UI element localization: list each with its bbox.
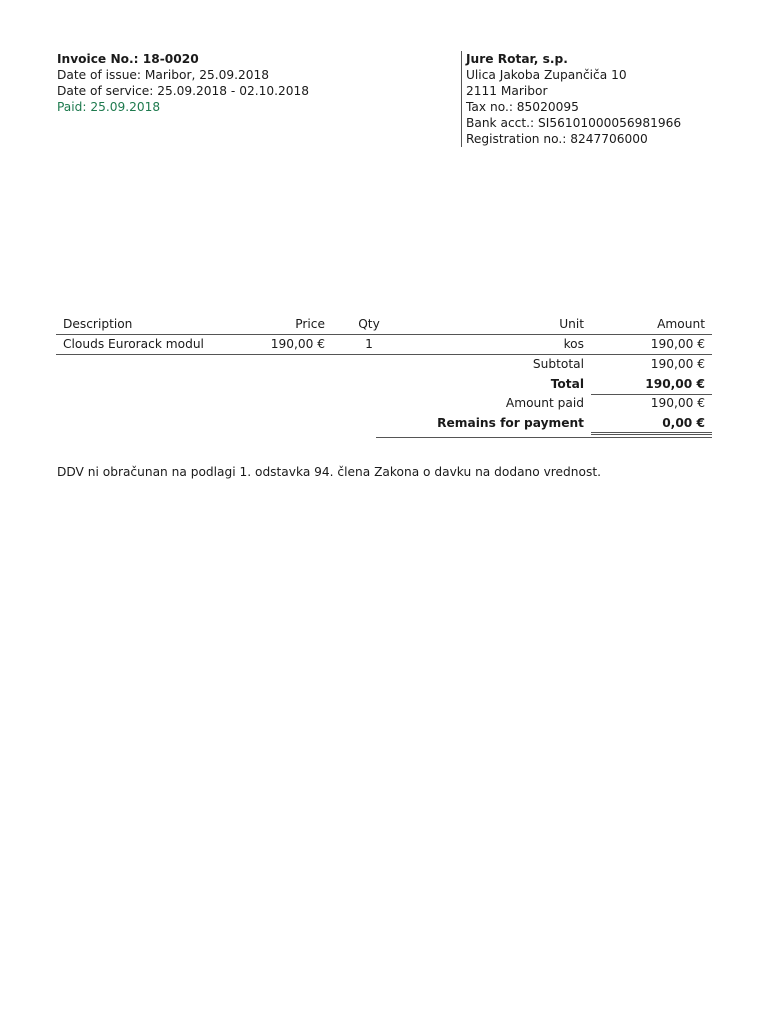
issuer-street: Ulica Jakoba Zupančiča 10 xyxy=(466,68,627,82)
subtotal-value: 190,00 € xyxy=(650,357,705,371)
amount-paid-label: Amount paid xyxy=(505,396,584,410)
date-of-service: Date of service: 25.09.2018 - 02.10.2018 xyxy=(57,84,309,98)
remains-row xyxy=(376,414,712,434)
issuer-city: 2111 Maribor xyxy=(466,84,548,98)
remains-double-rule xyxy=(591,432,712,435)
subtotal-label: Subtotal xyxy=(532,357,584,371)
total-value: 190,00 € xyxy=(645,376,705,391)
issuer-registration-no: Registration no.: 8247706000 xyxy=(466,132,648,146)
issuer-tax-no: Tax no.: 85020095 xyxy=(466,100,579,114)
date-of-issue: Date of issue: Maribor, 25.09.2018 xyxy=(57,68,270,82)
amount-paid-row xyxy=(376,394,712,414)
subtotal-row xyxy=(376,355,712,375)
summary-bottom-rule xyxy=(376,437,712,438)
remains-label: Remains for payment xyxy=(437,415,584,430)
header-unit: Unit xyxy=(559,317,584,331)
issuer-name: Jure Rotar, s.p. xyxy=(466,52,568,66)
row-description: Clouds Eurorack modul xyxy=(63,337,204,351)
totals-summary xyxy=(376,355,712,433)
row-amount: 190,00 € xyxy=(650,337,705,351)
paid-date: Paid: 25.09.2018 xyxy=(57,100,161,114)
table-header xyxy=(56,315,712,335)
total-label: Total xyxy=(550,376,584,391)
header-price: Price xyxy=(295,317,325,331)
invoice-info xyxy=(57,51,309,115)
header-amount: Amount xyxy=(657,317,705,331)
invoice-number: Invoice No.: 18-0020 xyxy=(57,52,199,66)
header-description: Description xyxy=(63,317,133,331)
issuer-bank-acct: Bank acct.: SI56101000056981966 xyxy=(466,116,682,130)
table-row xyxy=(56,335,712,355)
row-unit: kos xyxy=(563,337,584,351)
amount-paid-value: 190,00 € xyxy=(650,396,705,410)
items-table xyxy=(56,315,712,355)
header-qty: Qty xyxy=(358,317,380,331)
row-qty: 1 xyxy=(365,337,373,351)
vat-note: DDV ni obračunan na podlagi 1. odstavka 94. člena Zakona o davku na dodano vrednost. xyxy=(57,465,601,479)
row-price: 190,00 € xyxy=(270,337,325,351)
issuer-info xyxy=(461,51,681,147)
remains-value: 0,00 € xyxy=(662,415,705,430)
total-row xyxy=(376,375,712,395)
